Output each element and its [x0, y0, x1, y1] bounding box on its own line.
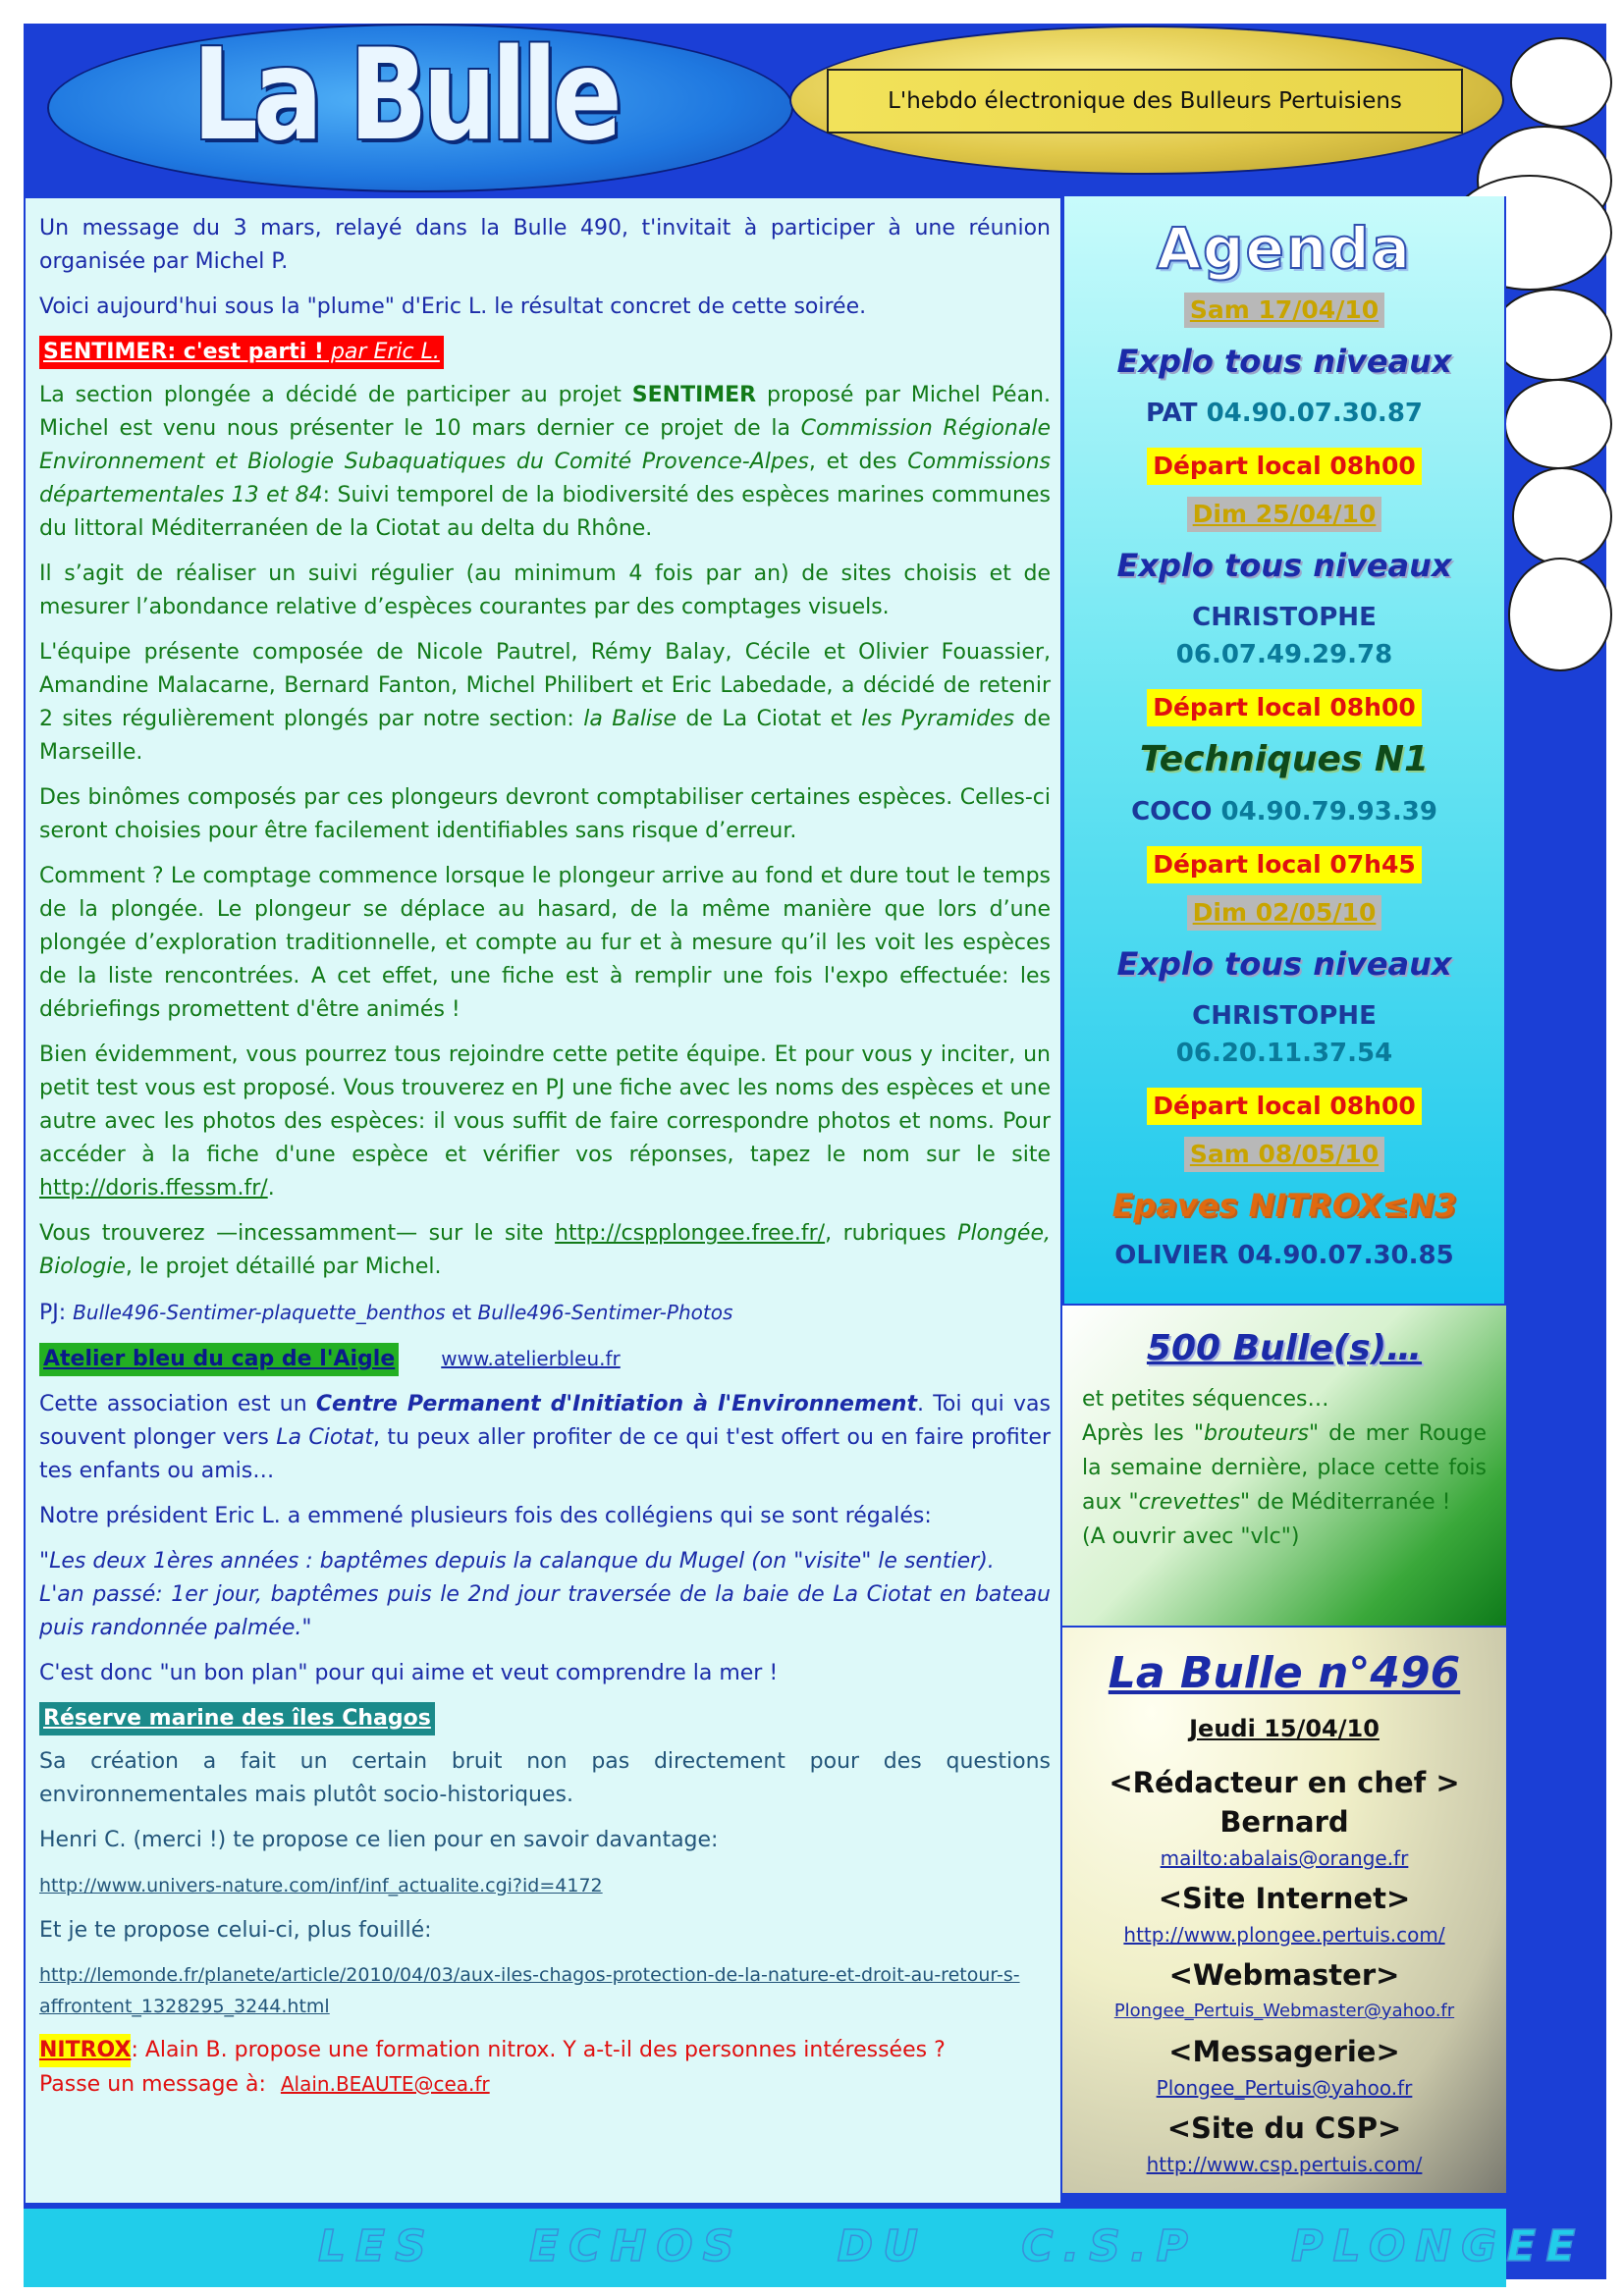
role-label: <Webmaster> [1168, 1958, 1400, 1992]
agenda-item [1064, 485, 1504, 726]
atelier-quote: "Les deux 1ères années : baptêmes depuis la calanque du Mugel (on "visite" le sentier). [39, 1549, 995, 1574]
footer-band [24, 2207, 1586, 2287]
sentimer-paragraph: Bien évidemment, vous pourrez tous rejoindre cette petite équipe. Et pour vous y inciter, un petit test vous est proposé. Vous trouverez en PJ une fiche avec les noms des espèces et une autre avec les photos des espèces: il vous suffit de faire correspondre photos et noms. Pour accéder à la fiche d'une espèce et vérifier vos réponses, tapez le nom sur le site http://doris.ffessm.fr/. [39, 1042, 1051, 1201]
role-label: <Site du CSP> [1166, 2111, 1402, 2145]
webmaster-email-link[interactable]: Plongee_Pertuis_Webmaster@yahoo.fr [1113, 2001, 1455, 2021]
website-link[interactable]: http://www.plongee.pertuis.com/ [1123, 1923, 1445, 1947]
role-label: <Rédacteur en chef > [1109, 1766, 1460, 1799]
bubble-decoration [1504, 379, 1612, 469]
agenda-contact: COCO 04.90.79.93.39 [1131, 796, 1437, 827]
role-label: <Messagerie> [1168, 2035, 1400, 2068]
chagos-paragraph: Sa création a fait un certain bruit non pas directement pour des questions environnementales mais plutôt socio-historiques. [39, 1749, 1051, 1807]
agenda-event: Explo tous niveaux [1116, 546, 1452, 584]
agenda-depart: Départ local 08h00 [1147, 689, 1422, 726]
sentimer-paragraph: Vous trouverez —incessamment— sur le site http://cspplongee.free.fr/, rubriques Plongée, Biologie, le projet détaillé par Michel. [39, 1221, 1051, 1279]
agenda-contact: CHRISTOPHE 06.07.49.29.78 [1175, 602, 1393, 669]
footer-text: LES ECHOS DU C.S.P PLONGEE [318, 2221, 1586, 2271]
intro-paragraph: Voici aujourd'hui sous la "plume" d'Eric L. le résultat concret de cette soirée. [39, 294, 867, 319]
agenda-event: Techniques N1 [1139, 738, 1430, 779]
univers-nature-link[interactable]: http://www.univers-nature.com/inf/inf_actualite.cgi?id=4172 [39, 1875, 603, 1896]
agenda-depart: Départ local 08h00 [1147, 448, 1422, 485]
agenda-event: Explo tous niveaux [1116, 944, 1452, 983]
agenda-contact: CHRISTOPHE 06.20.11.37.54 [1175, 1000, 1393, 1068]
agenda-item [1064, 883, 1504, 1125]
role-label: <Site Internet> [1158, 1882, 1411, 1915]
sentimer-paragraph: Des binômes composés par ces plongeurs devront comptabiliser certaines espèces. Celles-ci seront choisies pour être facilement identifiables sans risque d’erreur. [39, 785, 1051, 843]
intro-paragraph: Un message du 3 mars, relayé dans la Bulle 490, t'invitait à participer à une réunion organisée par Michel P. [39, 216, 1051, 274]
agenda-contact: PAT 04.90.07.30.87 [1146, 398, 1423, 428]
tagline: L'hebdo électronique des Bulleurs Pertuisiens [827, 69, 1463, 133]
agenda-depart: Départ local 08h00 [1147, 1088, 1422, 1125]
sentimer-paragraph: La section plongée a décidé de participer au projet SENTIMER proposé par Michel Péan. Michel est venu nous présenter le 10 mars dernier ce projet de la Commission Régionale Environnement et Biologie Subaquatiques du Comité Provence-Alpes, et des Commissions départementales 13 et 84: Suivi temporel de la biodiversité des espèces marines communes du littoral Méditerranéen de la Ciotat au delta du Rhône. [39, 383, 1051, 541]
bubble-decoration [1510, 37, 1612, 128]
agenda-date: Dim 25/04/10 [1187, 497, 1382, 532]
nitrox-paragraph: Passe un message à: Alain.BEAUTE@cea.fr [39, 2072, 490, 2097]
agenda-title: Agenda [1157, 215, 1412, 282]
agenda-depart: Départ local 07h45 [1147, 846, 1422, 883]
section-title: NITROX [39, 2034, 131, 2067]
atelier-quote: L'an passé: 1er jour, baptêmes puis le 2nd jour traversée de la baie de La Ciotat en bateau puis randonnée palmée." [39, 1582, 1051, 1640]
nitrox-paragraph: NITROX: Alain B. propose une formation nitrox. Y a-t-il des personnes intéressées ? [39, 2034, 1051, 2067]
agenda-contact-truncated: OLIVIER 04.90.07.30.85 [1114, 1240, 1454, 1270]
bubble-decoration [1492, 289, 1612, 381]
sentimer-paragraph: L'équipe présente composée de Nicole Pautrel, Rémy Balay, Cécile et Olivier Fouassier, Amandine Malacarne, Bernard Fanton, Michel Philibert et Eric Labedade, a décidé de retenir 2 sites régulièrement plongés par notre section: la Balise de La Ciotat et les Pyramides de Marseille. [39, 640, 1051, 765]
editor-email-link[interactable]: mailto:abalais@orange.fr [1160, 1846, 1409, 1870]
csp-website-link[interactable]: http://www.csp.pertuis.com/ [1146, 2153, 1423, 2176]
bulles-title: 500 Bulle(s)… [1146, 1328, 1423, 1368]
nitrox-email-link[interactable]: Alain.BEAUTE@cea.fr [280, 2072, 490, 2096]
atelier-link[interactable]: www.atelierbleu.fr [441, 1347, 621, 1370]
agenda-date: Sam 17/04/10 [1184, 293, 1384, 328]
issue-date: Jeudi 15/04/10 [1189, 1715, 1380, 1742]
section-title: Réserve marine des îles Chagos [39, 1702, 435, 1735]
cspplongee-link[interactable]: http://cspplongee.free.fr/ [555, 1221, 826, 1246]
logo: La Bulle [192, 23, 618, 169]
issue-title: La Bulle n°496 [1108, 1648, 1461, 1698]
agenda-date: Dim 02/05/10 [1187, 895, 1382, 931]
editor-name: Bernard [1219, 1805, 1349, 1839]
sentimer-heading [39, 336, 1051, 369]
main-article [24, 196, 1062, 2205]
atelier-heading [39, 1342, 1051, 1376]
bubble-decoration [1508, 558, 1612, 671]
chagos-paragraph: Et je te propose celui-ci, plus fouillé: [39, 1918, 432, 1943]
atelier-paragraph: C'est donc "un bon plan" pour qui aime et veut comprendre la mer ! [39, 1661, 779, 1685]
section-title: Atelier bleu du cap de l'Aigle [39, 1343, 399, 1376]
agenda-item [1064, 281, 1504, 485]
issue-panel [1062, 1626, 1506, 2193]
section-title: SENTIMER: c'est parti ! par Eric L. [39, 336, 444, 369]
atelier-paragraph: Cette association est un Centre Permanent d'Initiation à l'Environnement. Toi qui vas souvent plonger vers La Ciotat, tu peux aller profiter de ce qui t'est offert ou en faire profiter tes enfants ou amis… [39, 1392, 1051, 1483]
agenda-event: Explo tous niveaux [1116, 342, 1452, 380]
chagos-heading [39, 1702, 1051, 1735]
attachments-line: PJ: Bulle496-Sentimer-plaquette_benthos et Bulle496-Sentimer-Photos [39, 1301, 733, 1325]
agenda-item [1064, 740, 1504, 883]
bulles-panel [1062, 1304, 1506, 1626]
chagos-paragraph: Henri C. (merci !) te propose ce lien pour en savoir davantage: [39, 1828, 719, 1852]
sentimer-paragraph: Il s’agit de réaliser un suivi régulier (au minimum 4 fois par an) de sites choisis et de mesurer l’abondance relative d’espèces courantes par des comptages visuels. [39, 561, 1051, 619]
agenda-panel [1062, 196, 1506, 1304]
agenda-item [1064, 1125, 1504, 1274]
agenda-date: Sam 08/05/10 [1184, 1137, 1384, 1172]
lemonde-link[interactable]: http://lemonde.fr/planete/article/2010/04/03/aux-iles-chagos-protection-de-la-nature-et-droit-au-retour-s-affrontent_1328295_3244.html [39, 1964, 1020, 2017]
agenda-event: Epaves NITROX≤N3 [1111, 1186, 1457, 1224]
doris-link[interactable]: http://doris.ffessm.fr/ [39, 1176, 268, 1201]
bubble-decoration [1512, 467, 1612, 565]
sentimer-paragraph: Comment ? Le comptage commence lorsque le plongeur arrive au fond et dure tout le temps de la plongée. Le plongeur se déplace au hasard, de la même manière que lors d’une plongée d’exploration traditionnelle, et compte au fur et à mesure qu’il les voit les espèces de la liste rencontrées. A cet effet, une fiche est à remplir une fois l'expo effectuée: les débriefings promettent d'être animés ! [39, 864, 1051, 1022]
atelier-paragraph: Notre président Eric L. a emmené plusieurs fois des collégiens qui se sont régalés: [39, 1504, 932, 1528]
bulles-body: et petites séquences… Après les "brouteurs" de mer Rouge la semaine dernière, place cette fois aux "crevettes" de Méditerranée ! (A ouvrir avec "vlc") [1082, 1387, 1487, 1549]
messagerie-email-link[interactable]: Plongee_Pertuis@yahoo.fr [1156, 2076, 1413, 2100]
